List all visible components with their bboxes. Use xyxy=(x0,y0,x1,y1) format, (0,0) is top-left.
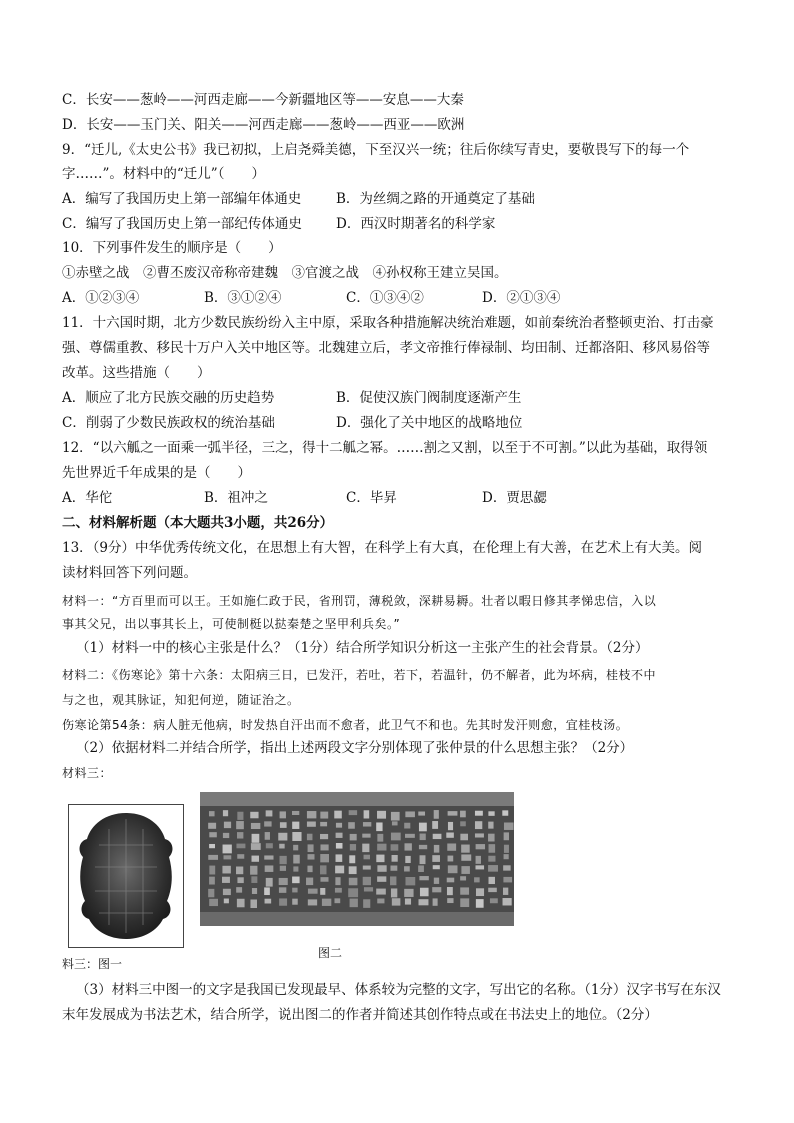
text-line: 先世界近千年成果的是（ ） xyxy=(62,465,251,481)
answer-option: D．西汉时期著名的科学家 xyxy=(336,216,496,232)
figure-2-label: 图二 xyxy=(318,946,343,960)
answer-option: C．毕昇 xyxy=(346,490,397,506)
text-line: （3）材料三中图一的文字是我国已发现最早、体系较为完整的文字，写出它的名称。（1分）汉字书写在东汉 xyxy=(76,982,721,998)
text-line: 11．十六国时期，北方少数民族纷纷入主中原，采取各种措施解决统治难题，如前秦统治者整顿吏治、打击豪 xyxy=(62,315,714,331)
answer-option: B．促使汉族门阀制度逐渐产生 xyxy=(336,390,522,406)
answer-option: A．顺应了北方民族交融的历史趋势 xyxy=(62,390,275,406)
text-line: 13．（9分）中华优秀传统文化，在思想上有大智，在科学上有大真，在伦理上有大善，在艺术上有大美。阅 xyxy=(62,540,703,556)
text-line: 与之也，观其脉证，知犯何逆，随证治之。 xyxy=(62,693,300,707)
figure-caption: 料三：图一 xyxy=(62,957,123,971)
answer-option: C．编写了我国历史上第一部纪传体通史 xyxy=(62,216,302,232)
calligraphy-scroll-icon xyxy=(200,792,514,926)
text-line: 字……”。材料中的“迁儿”（ ） xyxy=(62,166,265,182)
answer-option: A．①②③④ xyxy=(62,290,140,306)
answer-option: A．编写了我国历史上第一部编年体通史 xyxy=(62,191,302,207)
text-line: 12．“以六觚之一面乘一弧半径，三之，得十二觚之幂。……割之又割，以至于不可割。”以此为基础，取得领 xyxy=(62,440,708,456)
answer-option: B．祖冲之 xyxy=(204,490,268,506)
text-line: 10．下列事件发生的顺序是（ ） xyxy=(62,240,282,256)
answer-option: C．①③④② xyxy=(346,290,424,306)
answer-option: D．强化了关中地区的战略地位 xyxy=(336,415,523,431)
text-line: 末年发展成为书法艺术，结合所学，说出图二的作者并简述其创作特点或在书法史上的地位。（2分） xyxy=(62,1007,658,1023)
text-line: C．长安——葱岭——河西走廊——今新疆地区等——安息——大秦 xyxy=(62,92,464,108)
figure-2-calligraphy-image xyxy=(200,792,514,926)
text-line: D．长安——玉门关、阳关——河西走廊——葱岭——西亚——欧洲 xyxy=(62,117,465,133)
answer-option: D．贾思勰 xyxy=(482,490,547,506)
text-line: 材料二：《伤寒论》第十六条：太阳病三日，已发汗，若吐，若下，若温针，仍不解者，此为坏病，桂枝不中 xyxy=(62,668,657,682)
text-line: （2）依据材料二并结合所学，指出上述两段文字分别体现了张仲景的什么思想主张？（2分） xyxy=(76,740,634,756)
text-line: 二、材料解析题（本大题共3小题，共26分） xyxy=(62,515,334,531)
text-line: ①赤壁之战 ②曹丕废汉帝称帝建魏 ③官渡之战 ④孙权称王建立吴国。 xyxy=(62,265,508,281)
answer-option: D．②①③④ xyxy=(482,290,561,306)
text-line: 9．“迁儿,《太史公书》我已初拟，上启尧舜美德，下至汉兴一统；往后你续写青史，要敬畏写下的每一个 xyxy=(62,142,690,158)
answer-option: C．削弱了少数民族政权的统治基础 xyxy=(62,415,275,431)
answer-option: B．③①②④ xyxy=(204,290,282,306)
text-line: 材料三： xyxy=(62,766,113,780)
text-line: 改革。这些措施（ ） xyxy=(62,365,211,381)
text-line: 伤寒论第54条：病人脏无他病，时发热自汗出而不愈者，此卫气不和也。先其时发汗则愈，宜桂枝汤。 xyxy=(62,718,629,732)
oracle-bone-shell-icon xyxy=(69,805,183,947)
text-line: 读材料回答下列问题。 xyxy=(62,565,197,581)
text-line: 强、尊儒重教、移民十万户入关中地区等。北魏建立后，孝文帝推行俸禄制、均田制、迁都洛阳、移风易俗等 xyxy=(62,340,710,356)
answer-option: A．华佗 xyxy=(62,490,113,506)
text-line: 材料一：“方百里而可以王。王如施仁政于民，省刑罚，薄税敛，深耕易耨。壮者以暇日修其孝悌忠信，入以 xyxy=(62,594,657,608)
text-line: 事其父兄，出以事其长上，可使制梃以挞秦楚之坚甲利兵矣。” xyxy=(62,617,401,631)
figure-1-oracle-bone-image xyxy=(68,804,184,948)
text-line: （1）材料一中的核心主张是什么？（1分）结合所学知识分析这一主张产生的社会背景。（2分） xyxy=(76,640,649,656)
answer-option: B．为丝绸之路的开通奠定了基础 xyxy=(336,191,535,207)
